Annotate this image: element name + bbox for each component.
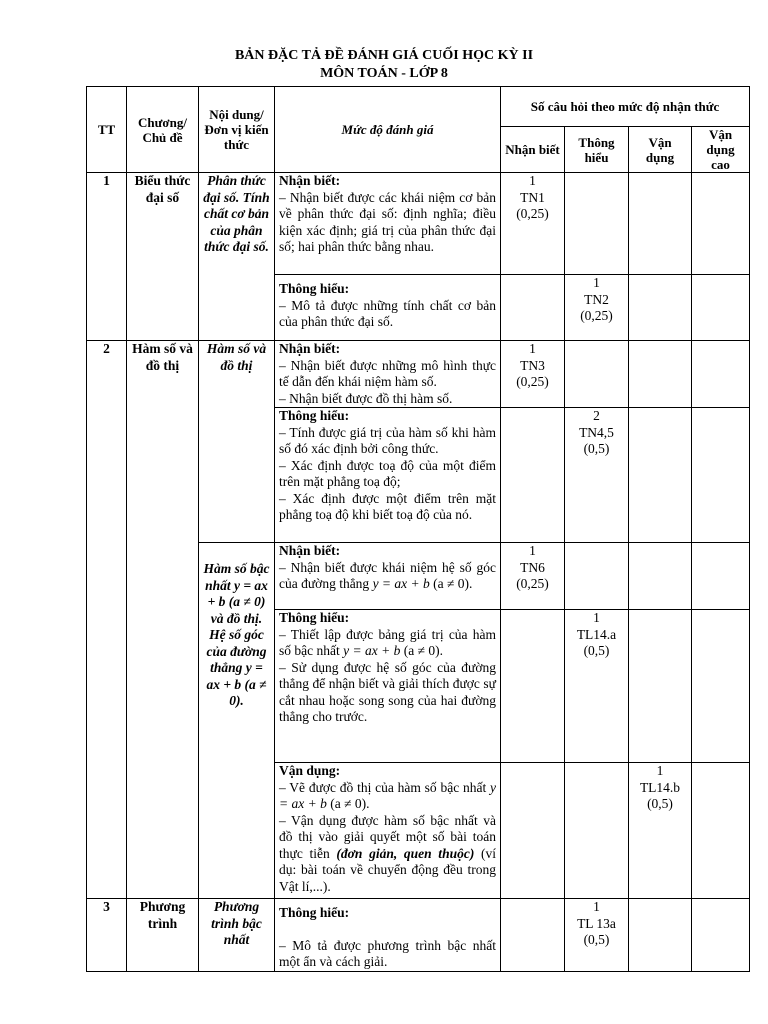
empty-cell xyxy=(692,543,750,610)
question-code: TN3 xyxy=(520,357,545,373)
count-recognize-cell xyxy=(501,341,565,408)
question-count: 1 xyxy=(529,173,536,188)
question-count: 1 xyxy=(529,341,536,356)
empty-cell xyxy=(692,275,750,341)
assessment-cell xyxy=(275,610,501,763)
empty-cell xyxy=(565,341,629,408)
table-row xyxy=(87,341,750,408)
assessment-text: (a ≠ 0). xyxy=(326,796,370,811)
question-score: (0,5) xyxy=(583,643,610,658)
empty-cell xyxy=(692,341,750,408)
empty-cell xyxy=(692,173,750,275)
assessment-text xyxy=(279,813,496,896)
emphasis-text: (đơn giản, quen thuộc) xyxy=(336,845,475,861)
assessment-text: – Nhận biết được đồ thị hàm số. xyxy=(279,390,453,406)
header-levels-group: Số câu hỏi theo mức độ nhận thức xyxy=(501,87,750,127)
assessment-text: (a ≠ 0). xyxy=(400,643,443,658)
unit-cell: Hàm số bậc nhất y = ax + b (a ≠ 0) và đồ thị. Hệ số góc của đường thẳng y = ax + b (a ≠ 0). xyxy=(199,543,275,899)
level-label: Nhận biết: xyxy=(279,173,341,188)
header-chapter-line2: Chủ đề xyxy=(142,129,183,145)
count-understand-cell xyxy=(565,899,629,972)
unit-cell: Hàm số và đồ thị xyxy=(199,341,275,543)
header-level-understand: Thông hiểu xyxy=(565,127,629,173)
count-recognize-cell xyxy=(501,173,565,275)
empty-cell xyxy=(501,899,565,972)
empty-cell xyxy=(565,173,629,275)
question-count: 1 xyxy=(593,610,600,625)
chapter-cell: Biểu thức đại số xyxy=(127,173,199,341)
assessment-text: – Mô tả được những tính chất cơ bản của phân thức đại số. xyxy=(279,297,496,329)
assessment-cell xyxy=(275,543,501,610)
header-level-recognize: Nhận biết xyxy=(501,127,565,173)
header-unit: Nội dung/Đơn vị kiến thức xyxy=(199,87,275,173)
assessment-text: (ví dụ: bài toán về chuyển động đều trong Vật lí,...). xyxy=(279,845,496,894)
question-score: (0,5) xyxy=(583,932,610,947)
header-chapter xyxy=(127,87,199,173)
header-row-1 xyxy=(87,87,750,127)
level-label: Thông hiểu: xyxy=(279,281,350,296)
empty-cell xyxy=(629,543,692,610)
empty-cell xyxy=(501,408,565,543)
table-row xyxy=(87,173,750,275)
empty-cell xyxy=(565,543,629,610)
header-assessment: Mức độ đánh giá xyxy=(275,87,501,173)
document-subtitle: MÔN TOÁN - LỚP 8 xyxy=(320,66,448,81)
question-code: TN1 xyxy=(520,189,545,205)
question-code: TN6 xyxy=(520,559,545,575)
assessment-text: (a ≠ 0). xyxy=(429,576,473,591)
assessment-cell xyxy=(275,899,501,972)
assessment-cell xyxy=(275,408,501,543)
question-score: (0,5) xyxy=(583,441,610,456)
question-count: 1 xyxy=(593,275,600,290)
question-score: (0,25) xyxy=(516,206,549,221)
assessment-text: – Vẽ được đồ thị của hàm số bậc nhất xyxy=(279,779,490,795)
table-row xyxy=(87,899,750,972)
header-tt: TT xyxy=(87,87,127,173)
empty-cell xyxy=(692,408,750,543)
empty-cell xyxy=(629,341,692,408)
assessment-text: – Tính được giá trị của hàm số khi hàm số đó xác định bởi công thức. xyxy=(279,424,496,456)
empty-cell xyxy=(565,763,629,899)
assessment-text: – Nhận biết được khái niệm hệ số góc của đường thẳng xyxy=(279,559,496,591)
unit-cell: Phân thức đại số. Tính chất cơ bản của phân thức đại số. xyxy=(199,173,275,341)
empty-cell xyxy=(692,899,750,972)
count-recognize-cell xyxy=(501,543,565,610)
count-understand-cell xyxy=(565,408,629,543)
question-score: (0,25) xyxy=(580,308,613,323)
empty-cell xyxy=(501,763,565,899)
formula: y = ax + b xyxy=(343,643,401,658)
assessment-text: – Nhận biết được những mô hình thực tế dẫn đến khái niệm hàm số. xyxy=(279,357,496,389)
assessment-text: – Xác định được toạ độ của một điểm trên mặt phẳng toạ độ; xyxy=(279,457,496,489)
question-code: TL 13a xyxy=(577,915,616,931)
question-score: (0,25) xyxy=(516,576,549,591)
header-chapter-line1: Chương/ xyxy=(138,114,187,130)
question-code: TL14.b xyxy=(639,779,681,795)
assessment-cell xyxy=(275,275,501,341)
header-level-apply-high: Vận dụng cao xyxy=(692,127,750,173)
specification-table xyxy=(86,86,750,972)
chapter-cell: Hàm số và đồ thị xyxy=(127,341,199,899)
formula: y = ax + b xyxy=(279,779,496,811)
empty-cell xyxy=(629,275,692,341)
row-number: 2 xyxy=(87,341,127,899)
assessment-text: – Mô tả được phương trình bậc nhất một ẩn và cách giải. xyxy=(279,937,496,969)
empty-cell xyxy=(692,610,750,763)
empty-cell xyxy=(629,173,692,275)
question-code: TN2 xyxy=(584,291,609,307)
count-understand-cell xyxy=(565,275,629,341)
empty-cell xyxy=(629,408,692,543)
assessment-cell xyxy=(275,341,501,408)
header-level-apply: Vận dụng xyxy=(629,127,692,173)
level-label: Vận dụng: xyxy=(279,763,341,778)
level-label: Thông hiểu: xyxy=(279,610,350,625)
question-score: (0,5) xyxy=(647,796,673,811)
formula: y = ax + b xyxy=(372,576,430,591)
question-count: 1 xyxy=(656,763,664,778)
count-understand-cell xyxy=(565,610,629,763)
row-number: 1 xyxy=(87,173,127,341)
unit-cell: Phương trình bậc nhất xyxy=(199,899,275,972)
assessment-cell xyxy=(275,763,501,899)
empty-cell xyxy=(692,763,750,899)
question-count: 1 xyxy=(593,899,600,914)
level-label: Thông hiểu: xyxy=(279,905,350,920)
question-count: 2 xyxy=(593,408,600,423)
question-code: TN4,5 xyxy=(579,424,614,440)
level-label: Nhận biết: xyxy=(279,341,341,356)
assessment-text: – Nhận biết được các khái niệm cơ bản về phân thức đại số: định nghĩa; điều kiện xác định; giá trị của phân thức đại số; hai phân thức bằng nhau. xyxy=(279,189,496,254)
level-label: Nhận biết: xyxy=(279,543,341,558)
assessment-text: – Xác định được một điểm trên mặt phẳng toạ độ khi biết toạ độ của nó. xyxy=(279,490,496,522)
count-apply-cell xyxy=(629,763,692,899)
empty-cell xyxy=(629,610,692,763)
question-code: TL14.a xyxy=(576,626,617,642)
empty-cell xyxy=(501,610,565,763)
assessment-text: – Thiết lập được bảng giá trị của hàm số bậc nhất xyxy=(279,626,496,658)
assessment-text: – Sử dụng được hệ số góc của đường thẳng để nhận biết và giải thích được sự cắt nhau hoặc song song của hai đường thẳng cho trước. xyxy=(279,659,496,724)
empty-cell xyxy=(501,275,565,341)
assessment-text: – Vận dụng được hàm số bậc nhất và đồ thị vào giải quyết một số bài toán thực tiễn xyxy=(279,812,496,861)
row-number: 3 xyxy=(87,899,127,972)
level-label: Thông hiểu: xyxy=(279,408,350,423)
document-title: BẢN ĐẶC TẢ ĐỀ ĐÁNH GIÁ CUỐI HỌC KỲ II xyxy=(234,48,534,63)
empty-cell xyxy=(629,899,692,972)
question-score: (0,25) xyxy=(516,374,549,389)
question-count: 1 xyxy=(529,543,536,558)
chapter-cell: Phương trình xyxy=(127,899,199,972)
assessment-cell xyxy=(275,173,501,275)
